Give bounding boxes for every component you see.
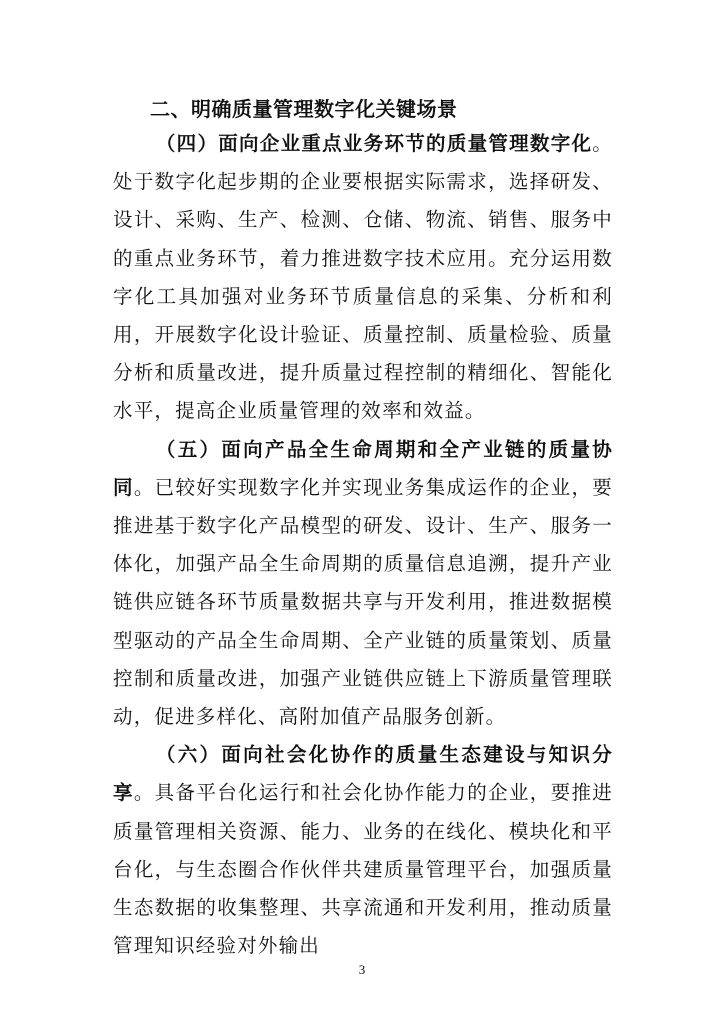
section-heading: 二、明确质量管理数字化关键场景 [150, 97, 458, 121]
paragraph-5-text: 。已较好实现数字化并实现业务集成运作的企业，要推进基于数字化产品模型的研发、设计、生产、服务一体化，加强产品全生命周期的质量信息追溯，提升产业链供应链各环节质量数据共享与开发利用，推进数据模型驱动的产品全生命周期、全产业链的质量策划、质量控制和质量改进，加强产业链供应链上下游质量管理联动，促进多样化、高附加值产品服务创新。 [113, 475, 613, 729]
paragraph-6 [113, 736, 613, 965]
page-number: 3 [358, 962, 366, 977]
paragraph-5 [113, 431, 613, 737]
paragraph-4 [113, 125, 613, 431]
paragraph-6-lead: （六）面向社会化协作的质量生态建设与知识分享 [113, 743, 613, 805]
paragraph-4-text: 。处于数字化起步期的企业要根据实际需求，选择研发、设计、采购、生产、检测、仓储、物流、销售、服务中的重点业务环节，着力推进数字技术应用。充分运用数字化工具加强对业务环节质量信息的采集、分析和利用，开展数字化设计验证、质量控制、质量检验、质量分析和质量改进，提升质量过程控制的精细化、智能化水平，提高企业质量管理的效率和效益。 [113, 132, 613, 423]
paragraph-4-lead: （四）面向企业重点业务环节的质量管理数字化 [155, 132, 593, 155]
paragraph-5-lead: （五）面向产品全生命周期和全产业链的质量协同 [113, 437, 613, 499]
document-body [113, 125, 613, 965]
paragraph-6-text: 。具备平台化运行和社会化协作能力的企业，要推进质量管理相关资源、能力、业务的在线化、模块化和平台化，与生态圈合作伙伴共建质量管理平台，加强质量生态数据的收集整理、共享流通和开发利用，推动质量管理知识经验对外输出 [113, 781, 613, 958]
